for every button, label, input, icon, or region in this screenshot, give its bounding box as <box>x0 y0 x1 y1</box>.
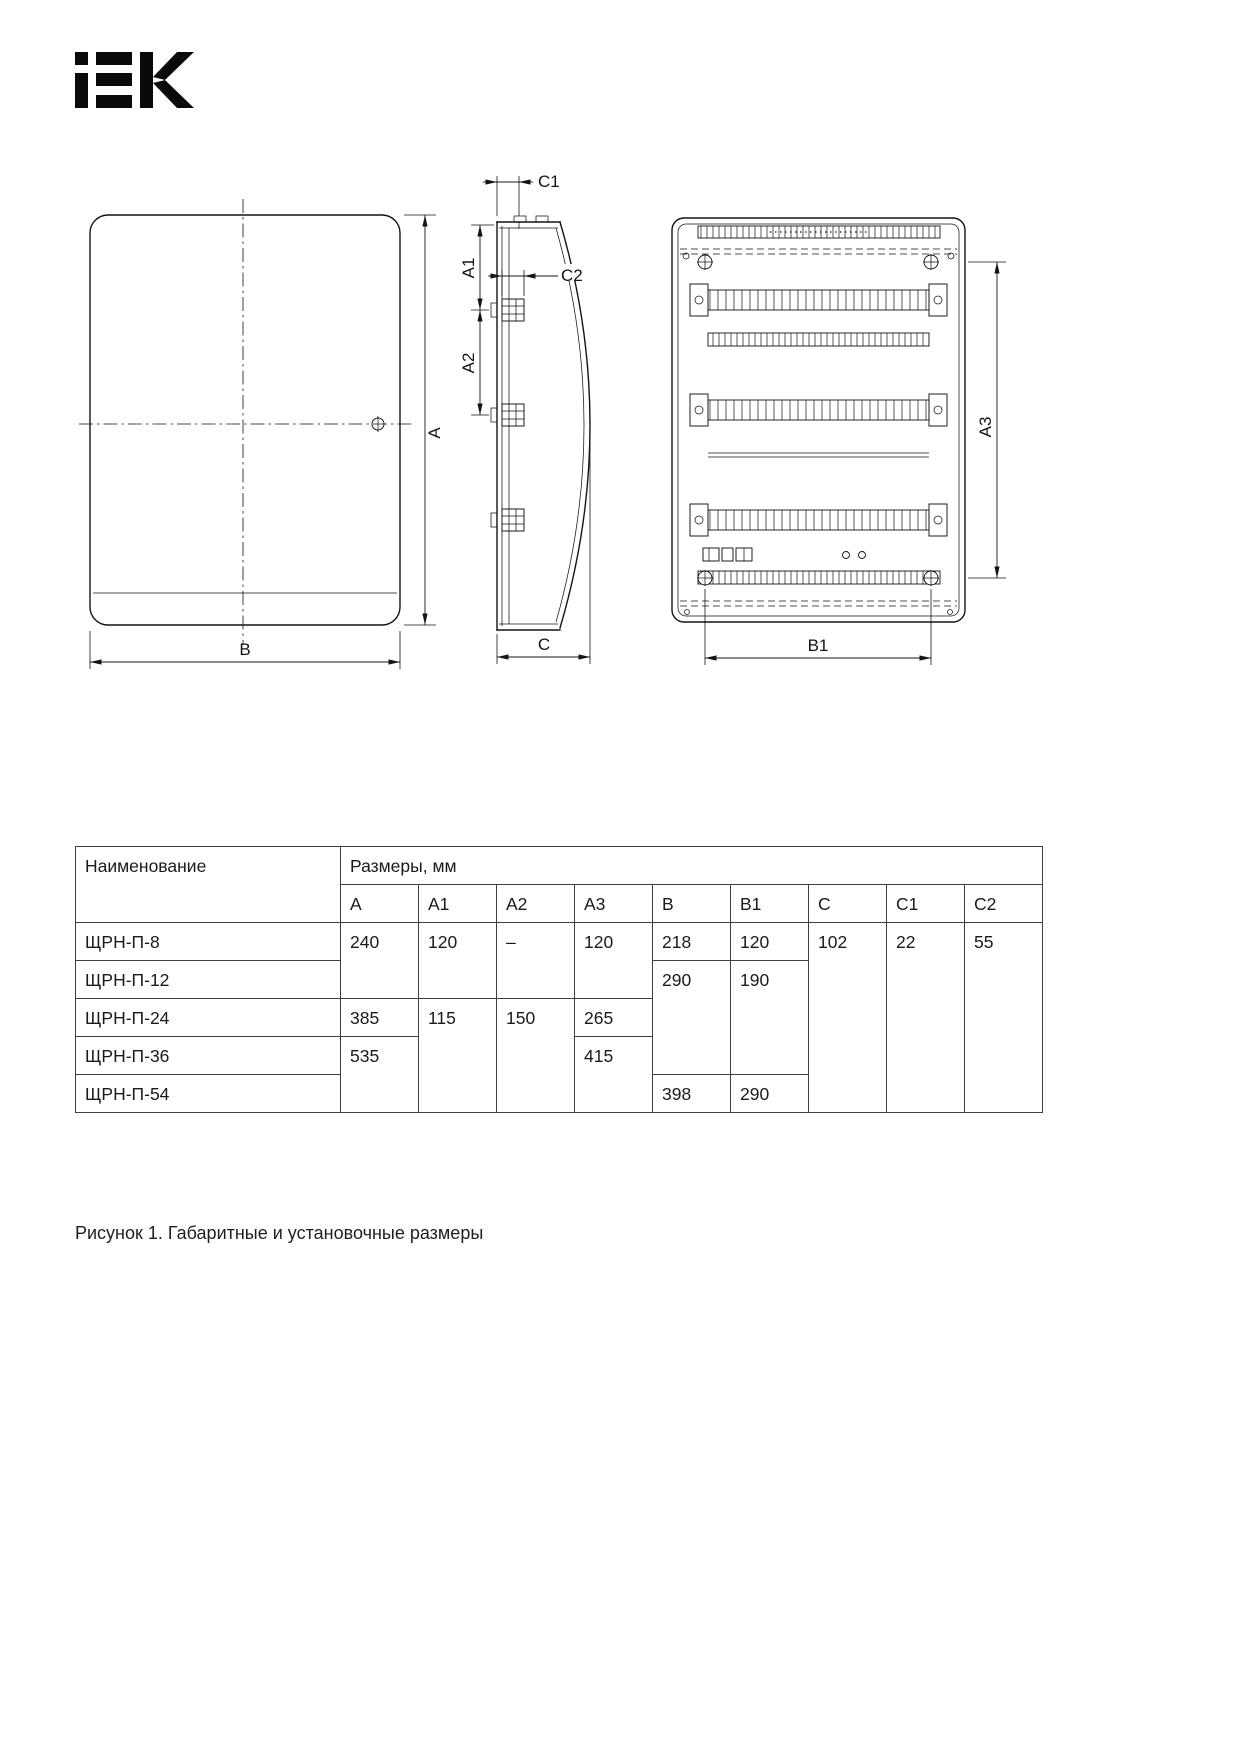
din-rail-clip-2 <box>491 404 524 426</box>
centerlines <box>79 199 413 645</box>
cell-b1: 120 <box>731 923 809 961</box>
dim-label-a: A <box>425 427 444 439</box>
mounting-screw-top-left <box>683 253 713 270</box>
model-name: ЩРН-П-54 <box>76 1075 341 1113</box>
knockout-lines-top <box>680 249 957 254</box>
column-header-c: C <box>809 885 887 923</box>
cell-a: 535 <box>341 1037 419 1113</box>
cell-b: 398 <box>653 1075 731 1113</box>
iek-logo <box>75 52 197 108</box>
enclosure-front-outline <box>90 215 400 625</box>
dim-label-a2: A2 <box>459 352 478 374</box>
dim-label-b: B <box>239 640 251 659</box>
cell-b: 290 <box>653 961 731 1075</box>
cell-a2: – <box>497 923 575 999</box>
terminal-blocks <box>703 548 866 561</box>
column-header-a2: A2 <box>497 885 575 923</box>
cell-a3: 415 <box>575 1037 653 1113</box>
cell-a3: 120 <box>575 923 653 999</box>
rear-view-drawing <box>650 165 1035 695</box>
mounting-screw-bottom-right <box>923 570 953 615</box>
din-rail-clip-3 <box>491 509 524 531</box>
figure-caption: Рисунок 1. Габаритные и установочные размеры <box>75 1223 484 1243</box>
module-comb-strip <box>708 333 929 346</box>
mounting-screw-top-right <box>923 253 954 270</box>
dim-label-b1: B1 <box>807 636 829 655</box>
column-header-a: A <box>341 885 419 923</box>
dim-label-a1: A1 <box>459 257 478 279</box>
dim-label-c2: C2 <box>561 266 583 285</box>
column-header-c1: C1 <box>887 885 965 923</box>
cell-a: 240 <box>341 923 419 999</box>
cell-b1: 190 <box>731 961 809 1075</box>
dimension-B1 <box>705 589 931 665</box>
column-header-a1: A1 <box>419 885 497 923</box>
dimension-C1 <box>483 172 560 216</box>
model-name: ЩРН-П-36 <box>76 1037 341 1075</box>
dimension-A1 <box>459 225 494 310</box>
dimensions-table <box>75 846 1043 1113</box>
cell-a3: 265 <box>575 999 653 1037</box>
dim-label-c: C <box>537 635 551 654</box>
cell-c: 102 <box>809 923 887 1113</box>
dimension-A3 <box>968 262 1006 578</box>
column-header-a3: A3 <box>575 885 653 923</box>
column-header-b1: B1 <box>731 885 809 923</box>
knockout-lines-bottom <box>680 601 957 606</box>
model-name: ЩРН-П-24 <box>76 999 341 1037</box>
column-header-c2: C2 <box>965 885 1043 923</box>
cell-b: 218 <box>653 923 731 961</box>
cell-a1: 115 <box>419 999 497 1113</box>
model-name: ЩРН-П-12 <box>76 961 341 999</box>
name-column-header: Наименование <box>76 847 341 923</box>
side-view-drawing <box>452 160 632 690</box>
dim-label-a3: A3 <box>976 416 995 438</box>
dimension-C2 <box>488 264 590 296</box>
mounting-screw-bottom-left <box>685 570 714 615</box>
column-header-b: B <box>653 885 731 923</box>
cell-b1: 290 <box>731 1075 809 1113</box>
iek-logo-glyphs <box>75 52 194 108</box>
cell-c2: 55 <box>965 923 1043 1113</box>
din-rail-1 <box>690 284 947 316</box>
dimension-A <box>404 215 444 625</box>
cell-a: 385 <box>341 999 419 1037</box>
table-row <box>76 923 1043 961</box>
din-rail-clip-1 <box>491 299 524 321</box>
wire-guide-lines <box>708 453 929 457</box>
dimension-C <box>497 430 590 664</box>
dimension-A2 <box>459 310 489 415</box>
din-rail-2 <box>690 394 947 426</box>
model-name: ЩРН-П-8 <box>76 923 341 961</box>
table-header-row-1 <box>76 847 1043 885</box>
cell-a2: 150 <box>497 999 575 1113</box>
front-view-drawing <box>75 165 445 690</box>
cell-a1: 120 <box>419 923 497 999</box>
dim-label-c1: C1 <box>538 172 560 191</box>
top-vent-strip <box>698 226 940 238</box>
cell-c1: 22 <box>887 923 965 1113</box>
din-rail-3 <box>690 504 947 536</box>
dimension-B <box>90 631 400 669</box>
sizes-group-header: Размеры, мм <box>341 847 1043 885</box>
bottom-vent-strip <box>698 571 940 584</box>
